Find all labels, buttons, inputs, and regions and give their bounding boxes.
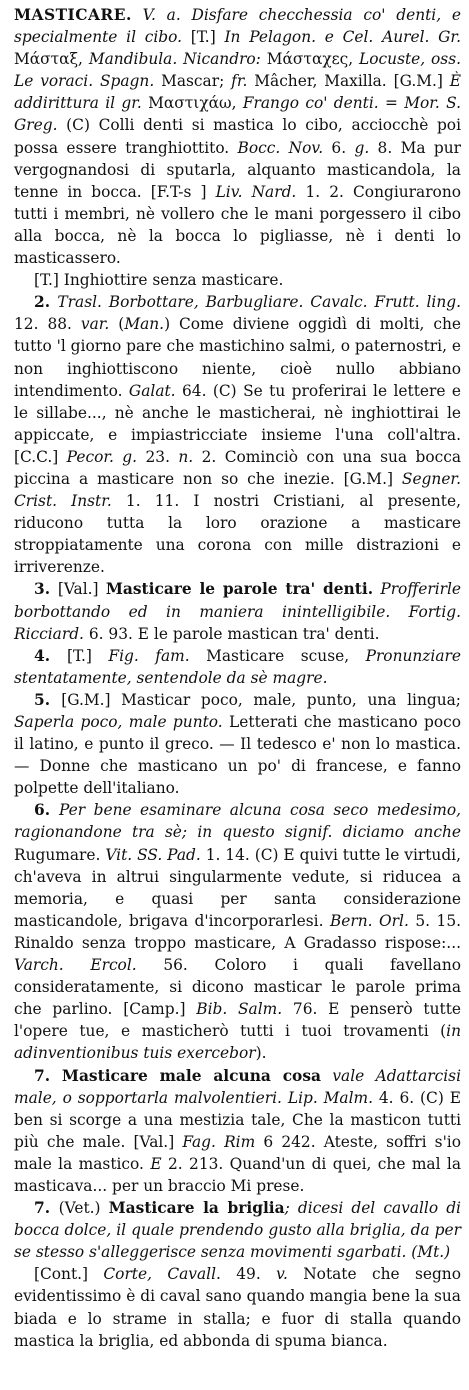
text-segment: Bocc. Nov. (237, 138, 324, 157)
text-segment: 6. 93. E le parole mastican tra' denti. (83, 624, 380, 643)
text-segment: Vit. SS. Pad. (105, 845, 201, 864)
text-segment: 1. 11. I nostri Cristiani, al presente, riducono tutta la loro orazione a masticare stroppiatamente una corona con mille distrazioni e irriverenze. (14, 492, 461, 577)
text-segment: Μάσταχες, (260, 50, 360, 69)
text-segment: E (150, 1154, 162, 1173)
text-segment: ; dicesi del cavallo di bocca dolce, il quale prendendo gusto alla briglia, da per se stesso s'alleggerisce senza movimenti sgarbati. (Mt.) (14, 1199, 461, 1262)
text-segment: ). (255, 1044, 267, 1063)
text-segment: Mascar; (154, 72, 232, 91)
text-segment: 2. Cominciò con una sua bocca piccina a masticare non so che inezie. [G.M.] (14, 447, 462, 488)
text-segment: [Val.] (57, 580, 106, 599)
text-segment: Profferirle borbottando ed in maniera inintelligibile. Fortig. Ricciard. (14, 580, 462, 643)
text-segment: Notate che segno evidentissimo è di caval sano quando mangia bene la sua biada e lo strame in stalla; e fuor di stalla quando mastica la briglia, ed abbonda di spuma bianca. (14, 1265, 461, 1350)
text-segment: Varch. Ercol. (14, 956, 137, 975)
text-segment: Masticare la briglia (108, 1199, 285, 1218)
text-segment: ) Come diviene oggidì di molti, che tutto 'l giorno pare che mastichino salmi, o paternostri, e non inghiottiscono niente, cioè nullo abbiano intendimento. (14, 315, 461, 400)
text-segment: fr. (231, 72, 248, 91)
text-segment: Galat. (128, 381, 176, 400)
text-segment: Bern. Orl. (329, 911, 409, 930)
text-segment: v. (276, 1265, 288, 1284)
entry-sense-paragraph (14, 689, 461, 799)
text-segment: Per bene esaminare alcuna cosa seco medesimo, ragionandone tra sè; in questo signif. diciamo anche (14, 801, 461, 842)
text-segment: In Pelagon. e Cel. Aurel. Gr. (224, 28, 461, 47)
text-segment: 3. (34, 580, 58, 599)
text-segment: = (378, 94, 405, 113)
text-segment: [T.] (182, 28, 225, 47)
text-segment: 6. (34, 801, 60, 820)
entry-sense-paragraph (14, 1197, 461, 1263)
text-segment: 2. 213. Quand'un di quei, che mal la masticava... per un braccio Mi prese. (14, 1154, 461, 1195)
text-segment: vale Adattarcisi male, o sopportarla malvolentieri. Lip. Malm. (14, 1066, 461, 1107)
text-segment: Pecor. g. (66, 447, 138, 466)
text-segment: [Cont.] (34, 1265, 104, 1284)
text-segment: 5. 15. Rinaldo senza troppo masticare, A Gradasso rispose:... (14, 911, 461, 952)
text-segment: Masticare le parole tra' denti. (105, 580, 374, 599)
entry-sense-paragraph (14, 269, 461, 291)
text-segment: Man. (124, 315, 165, 334)
text-segment: Locuste, oss. Le voraci. Spagn. (14, 50, 461, 91)
text-segment: Μάσταξ, (14, 50, 89, 69)
entry-sense-paragraph (14, 1065, 461, 1198)
text-segment: g. (354, 138, 370, 157)
entry-sense-paragraph (14, 1263, 461, 1351)
text-segment: [T.] (67, 646, 109, 665)
text-segment: 56. Coloro i quali favellano consideratamente, si dicono masticar le parole prima che parlino. [Camp.] (14, 956, 461, 1019)
text-segment: n. (178, 447, 194, 466)
text-segment: Mor. S. Greg. (14, 94, 462, 135)
text-segment: Fag. Rim (182, 1132, 256, 1151)
text-segment: Saperla poco, male punto. (14, 713, 223, 731)
text-segment: Rugumare. (14, 845, 106, 864)
text-segment: È addirittura il gr. (14, 72, 461, 113)
text-segment: ( (109, 315, 125, 334)
entry-headword: MASTICARE. (14, 6, 132, 24)
text-segment: Pronunziare stentatamente, sentendole da sè magre. (14, 646, 461, 687)
text-segment: 23. (137, 447, 179, 466)
text-segment: Masticare male alcuna cosa (61, 1066, 321, 1085)
text-segment: (Vet.) (58, 1199, 109, 1218)
text-segment: in adinventionibus tuis exercebor (14, 1022, 461, 1063)
text-segment: 49. (220, 1265, 277, 1284)
text-segment: 2. (34, 293, 58, 312)
text-segment: Frango co' denti. (242, 94, 379, 113)
text-segment: var. (80, 315, 110, 334)
text-segment: 12. 88. (14, 315, 81, 334)
text-segment: 7. (34, 1066, 62, 1085)
text-segment: [G.M.] Masticar poco, male, punto, una lingua; (61, 690, 461, 709)
text-segment: 7. (34, 1199, 59, 1218)
text-segment: Mandibula. Nicandro: (88, 50, 261, 69)
dictionary-entry-masticare (14, 4, 461, 1352)
text-segment: Segner. Crist. Instr. (14, 469, 461, 511)
text-segment: Liv. Nard. (215, 182, 297, 201)
text-segment: Mâcher, Maxilla. [G.M.] (247, 72, 450, 91)
text-segment: 8. Ma pur vergognandosi di sputarla, alquanto masticandola, la tenne in bocca. [F.T-s ] (14, 138, 461, 201)
text-segment: 64. (C) Se tu proferirai le lettere e le sillabe..., nè anche le masticherai, nè inghiottirai le appiccate, e impiastricciate insieme l'una coll'altra. [C.C.] (14, 381, 461, 466)
text-segment: Corte, Cavall. (103, 1265, 221, 1284)
entry-definition-main (14, 4, 461, 269)
text-segment: 6 242. Ateste, soffri s'io male la mastico. (14, 1132, 461, 1173)
text-segment: Masticare scuse, (189, 646, 366, 665)
text-segment: 4. 6. (C) E ben si scorge a una mestizia tale, Che la masticon tutti più che male. [Val.] (14, 1088, 461, 1151)
text-segment: Μαστιχάω, (141, 94, 243, 113)
entry-sense-paragraph (14, 645, 461, 689)
text-segment: (C) Colli denti si mastica lo cibo, acciocchè poi possa essere tranghiottito. (14, 116, 461, 157)
text-segment: 1. 2. Congiurarono tutti i membri, nè vollero che le mani porgessero il cibo alla bocca, nè la bocca lo pigliasse, nè i denti lo masticassero. (14, 182, 461, 268)
entry-sense-paragraph (14, 291, 461, 578)
text-segment: 6. (323, 138, 355, 157)
text-segment: 76. E penserò tutte l'opere tue, e masticherò tutti i tuoi trovamenti ( (14, 1000, 461, 1041)
text-segment: V. a. Disfare checchessia co' denti, e specialmente il cibo. (14, 6, 461, 47)
entry-sense-paragraph (14, 799, 461, 1064)
entry-sense-paragraph (14, 578, 461, 644)
text-segment: 4. (34, 646, 68, 665)
text-segment: 1. 14. (C) E quivi tutte le virtudi, ch'aveva in altrui singularmente vedute, si riducea a memoria, e quasi per santa considerazione masticandole, brigava d'incorporarlesi. (14, 845, 461, 930)
text-segment: Trasl. Borbottare, Barbugliare. Cavalc. Frutt. ling. (57, 293, 461, 312)
text-segment: Bib. Salm. (196, 1000, 283, 1019)
text-segment: Fig. fam. (108, 646, 190, 665)
text-segment: [T.] Inghiottire senza masticare. (34, 271, 284, 290)
text-segment: 5. (34, 690, 62, 709)
text-segment: Letterati che masticano poco il latino, e punto il greco. — Il tedesco e' non lo mastica. — Donne che masticano un po' di francese, e fanno polpette dell'italiano. (14, 713, 461, 798)
